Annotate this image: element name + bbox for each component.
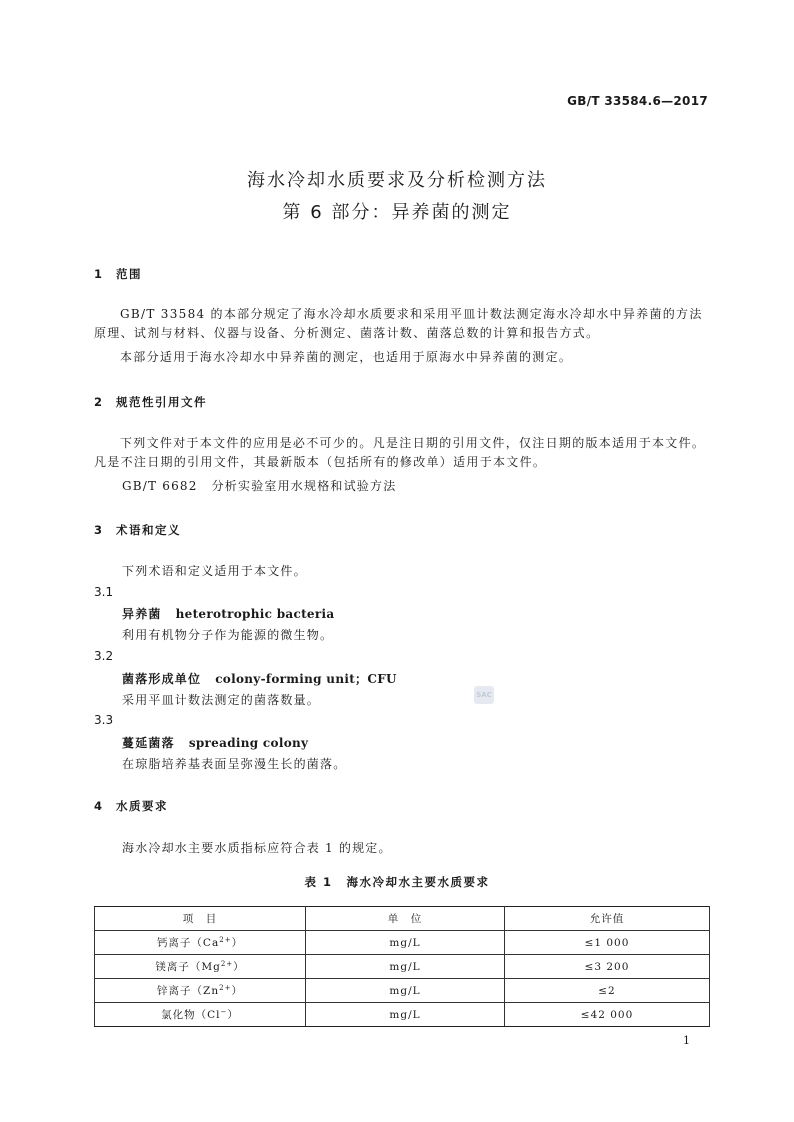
section-1-paragraph-2: 本部分适用于海水冷却水中异养菌的测定，也适用于原海水中异养菌的测定。: [120, 350, 573, 364]
section-4-heading: [94, 798, 168, 814]
section-1-paragraph-1: GB/T 33584 的本部分规定了海水冷却水质要求和采用平皿计数法测定海水冷却水中异养菌的方法原理、试剂与材料、仪器与设备、分析测定、菌落计数、菌落总数的计算和报告方式。: [94, 307, 703, 340]
normative-reference: [122, 477, 396, 494]
term-definition: 利用有机物分子作为能源的微生物。: [122, 628, 334, 642]
table-row: [95, 955, 710, 979]
cell-value: ≤42 000: [505, 1003, 710, 1027]
term-zh: 菌落形成单位: [122, 672, 202, 686]
table-row: [95, 1003, 710, 1027]
term-number: 3.3: [94, 713, 114, 727]
cell-value: ≤2: [505, 979, 710, 1003]
term-en: colony-forming unit；CFU: [215, 672, 397, 686]
sac-watermark: SAC: [474, 686, 494, 704]
term-number: 3.2: [94, 649, 114, 663]
term-zh: 蔓延菌落: [122, 736, 175, 750]
cell-unit: mg/L: [306, 979, 505, 1003]
cell-unit: mg/L: [306, 955, 505, 979]
document-title-line1: 海水冷却水质要求及分析检测方法: [247, 170, 547, 191]
section-3-heading: [94, 522, 181, 538]
water-quality-table: [94, 906, 710, 1027]
cell-item: 镁离子$(Mg^{2+})$: [95, 955, 306, 979]
section-number: 2: [94, 395, 103, 409]
term-heading: [122, 734, 308, 751]
standard-number: GB/T 33584.6—2017: [567, 94, 708, 108]
term-number: 3.1: [94, 585, 114, 599]
term-heading: [122, 605, 334, 622]
section-title: 规范性引用文件: [116, 395, 207, 409]
section-2-heading: [94, 394, 207, 410]
cell-unit: mg/L: [306, 1003, 505, 1027]
document-title-line2: 第 6 部分：异养菌的测定: [282, 202, 512, 223]
section-title: 范围: [116, 267, 142, 281]
section-1-heading: [94, 266, 142, 282]
section-number: 4: [94, 799, 103, 813]
section-number: 3: [94, 523, 103, 537]
reference-title: 分析实验室用水规格和试验方法: [211, 479, 397, 493]
section-title: 水质要求: [116, 799, 168, 813]
table-row: [95, 931, 710, 955]
cell-item: 钙离子$(Ca^{2+})$: [95, 931, 306, 955]
section-number: 1: [94, 267, 103, 281]
table-caption-number: 表 1: [304, 875, 333, 889]
table-row: [95, 979, 710, 1003]
term-en: spreading colony: [188, 736, 309, 750]
table-1-caption: [0, 874, 794, 890]
cell-value: ≤3 200: [505, 955, 710, 979]
term-en: heterotrophic bacteria: [175, 607, 335, 621]
reference-code: GB/T 6682: [122, 479, 198, 493]
section-2-paragraph-1: 下列文件对于本文件的应用是必不可少的。凡是注日期的引用文件，仅注日期的版本适用于本文件。凡是不注日期的引用文件，其最新版本（包括所有的修改单）适用于本文件。: [94, 436, 706, 469]
section-title: 术语和定义: [116, 523, 181, 537]
cell-item: 氯化物（Cl−）: [95, 1003, 306, 1027]
header-allowed-value: 允许值: [505, 907, 710, 931]
term-zh: 异养菌: [122, 607, 162, 621]
term-heading: [122, 670, 397, 687]
header-unit: 单 位: [306, 907, 505, 931]
cell-item: 锌离子$(Zn^{2+})$: [95, 979, 306, 1003]
page-number: 1: [683, 1034, 690, 1047]
section-4-intro: 海水冷却水主要水质指标应符合表 1 的规定。: [122, 841, 392, 855]
term-definition: 在琼脂培养基表面呈弥漫生长的菌落。: [122, 757, 347, 771]
table-caption-title: 海水冷却水主要水质要求: [346, 875, 490, 889]
term-definition: 采用平皿计数法测定的菌落数量。: [122, 693, 321, 707]
cell-unit: mg/L: [306, 931, 505, 955]
table-header-row: [95, 907, 710, 931]
cell-value: ≤1 000: [505, 931, 710, 955]
header-item: 项 目: [95, 907, 306, 931]
section-3-intro: 下列术语和定义适用于本文件。: [122, 564, 307, 578]
